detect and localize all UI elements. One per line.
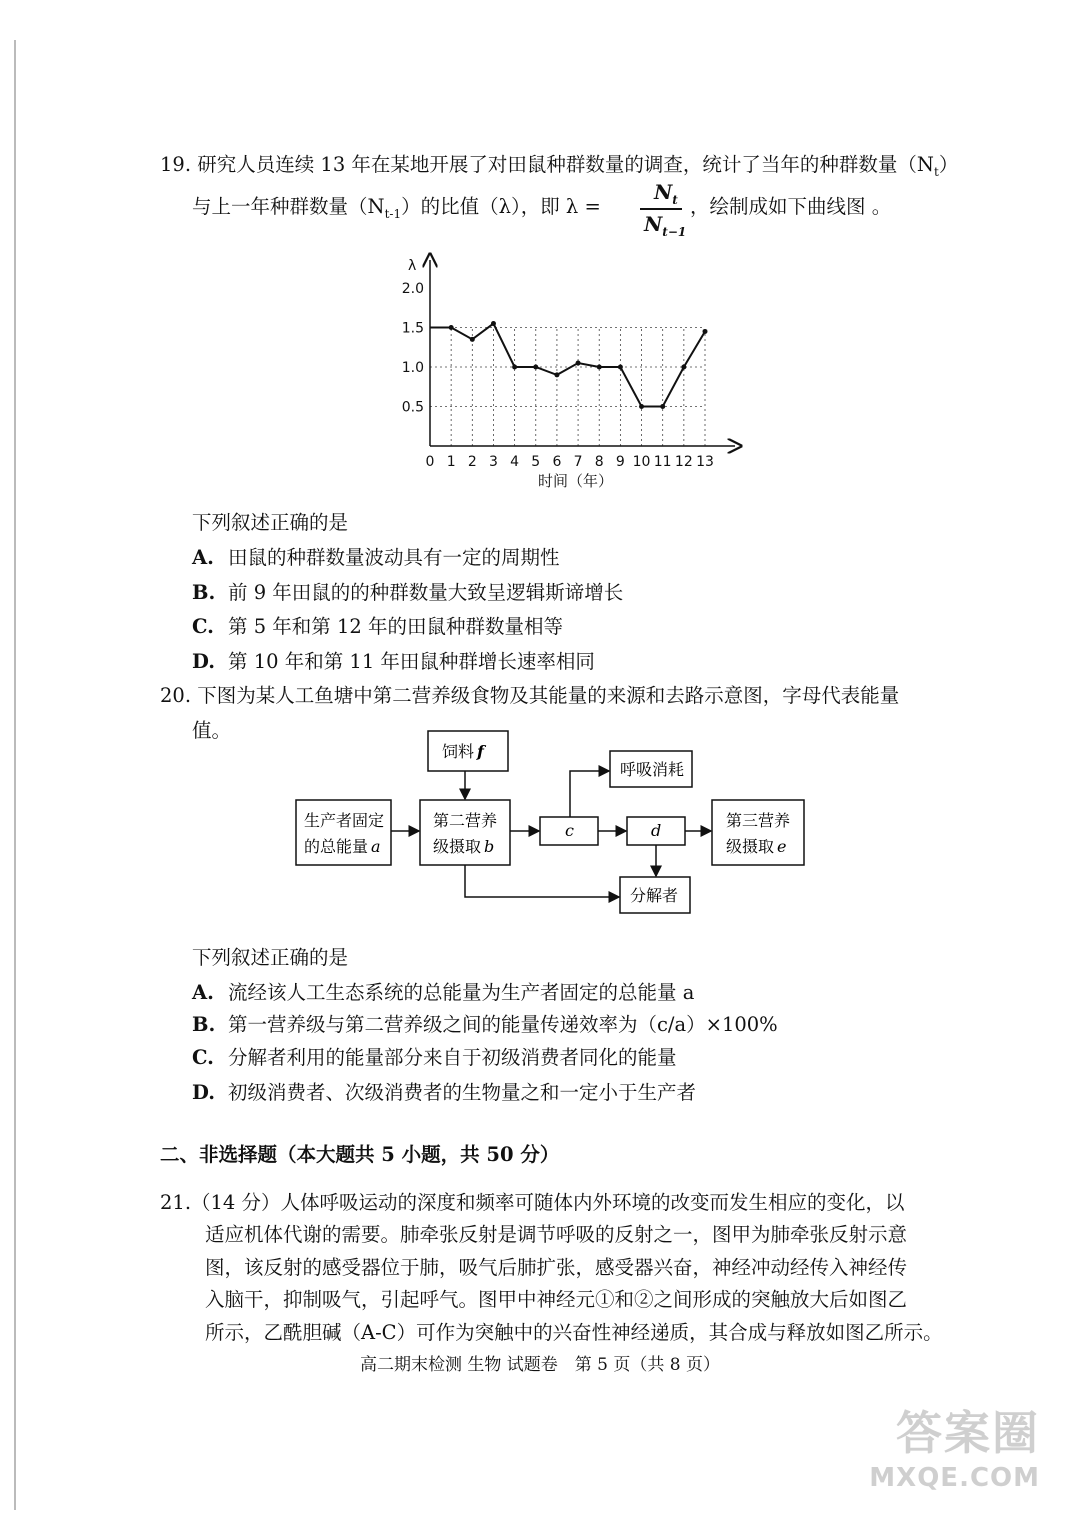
feed-label: 饲料 f — [442, 742, 484, 761]
page-footer: 高二期末检测 生物 试题卷 第 5 页（共 8 页） — [359, 1355, 721, 1375]
third-level-line2: 级摄取 e — [726, 837, 787, 856]
lambda-line-chart — [390, 250, 750, 495]
data-point-1 — [449, 325, 454, 330]
y-axis-label: λ — [408, 258, 417, 274]
data-point-10 — [639, 404, 644, 409]
q21-line2: 适应机体代谢的需要。肺牵张反射是调节呼吸的反射之一，图甲为肺牵张反射示意 — [205, 1223, 908, 1246]
q20-line1: 20. 下图为某人工鱼塘中第二营养级食物及其能量的来源和去路示意图，字母代表能量 — [160, 684, 900, 707]
q19-stem: 下列叙述正确的是 — [192, 511, 349, 534]
fraction-denominator: $N_{t-1}$ — [644, 212, 687, 239]
producer-label-line2: 的总能量 a — [304, 837, 381, 856]
y-tick-label-0: 0.5 — [401, 399, 424, 416]
data-point-8 — [597, 365, 602, 370]
respiration-label: 呼吸消耗 — [620, 760, 685, 779]
q20-line2: 值。 — [192, 719, 232, 742]
watermark-logo — [869, 1397, 1040, 1493]
q20-stem: 下列叙述正确的是 — [192, 946, 349, 969]
watermark-line2: MXQE.COM — [869, 1463, 1040, 1493]
q21-line5: 所示，乙酰胆碱（A-C）可作为突触中的兴奋性神经递质，其合成与释放如图乙所示。 — [205, 1321, 943, 1344]
q19-line2-end: ，绘制成如下曲线图 。 — [690, 195, 892, 218]
data-point-2 — [470, 337, 475, 342]
y-tick-label-1: 1.0 — [401, 360, 424, 376]
q20-option-b: B. 第一营养级与第二营养级之间的能量传递效率为（c/a）×100% — [192, 1013, 778, 1036]
arrow-c-to-respiration — [570, 771, 609, 817]
data-point-3 — [491, 321, 496, 326]
x-tick-label-5: 5 — [531, 454, 541, 470]
data-point-7 — [576, 361, 581, 366]
x-tick-label-2: 2 — [467, 454, 477, 470]
x-tick-label-11: 11 — [653, 454, 672, 470]
x-tick-label-7: 7 — [573, 454, 583, 470]
fraction-bar — [640, 208, 682, 210]
x-tick-label-10: 10 — [632, 454, 651, 470]
data-point-11 — [660, 404, 665, 409]
data-point-6 — [554, 372, 559, 377]
series-line — [430, 324, 705, 407]
q21-line1: 21.（14 分）人体呼吸运动的深度和频率可随体内外环境的改变而发生相应的变化，以 — [160, 1191, 905, 1214]
d-label: d — [651, 821, 662, 840]
second-level-line2: 级摄取 b — [433, 837, 495, 856]
q19-option-d: D. 第 10 年和第 11 年田鼠种群增长速率相同 — [192, 650, 595, 673]
data-point-5 — [533, 365, 538, 370]
x-tick-label-1: 1 — [446, 454, 456, 470]
arrow-second-to-decomposer — [465, 865, 619, 897]
q20-option-a: A. 流经该人工生态系统的总能量为生产者固定的总能量 a — [192, 981, 695, 1004]
q21-line3: 图，该反射的感受器位于肺，吸气后肺扩张，感受器兴奋，神经冲动经传入神经传 — [205, 1256, 908, 1279]
x-tick-label-12: 12 — [674, 454, 693, 470]
section-heading: 二、非选择题（本大题共 5 小题，共 50 分） — [160, 1143, 560, 1166]
q21-line4: 入脑干，抑制吸气，引起呼气。图甲中神经元①和②之间形成的突触放大后如图乙 — [205, 1288, 908, 1311]
decomposer-label: 分解者 — [630, 886, 679, 905]
data-point-9 — [618, 365, 623, 370]
energy-flow-diagram — [280, 725, 820, 925]
c-label: c — [565, 821, 574, 840]
x-tick-label-9: 9 — [615, 454, 625, 470]
lambda-fraction — [640, 180, 690, 242]
y-tick-label-2: 1.5 — [401, 320, 424, 337]
q19-option-c: C. 第 5 年和第 12 年的田鼠种群数量相等 — [192, 615, 564, 638]
x-tick-label-6: 6 — [552, 454, 562, 470]
q20-option-d: D. 初级消费者、次级消费者的生物量之和一定小于生产者 — [192, 1081, 697, 1104]
second-level-line1: 第二营养 — [433, 811, 498, 830]
x-tick-label-13: 13 — [696, 454, 714, 470]
q19-line2: 与上一年种群数量$(N_{t-1})$的比值（λ），即 λ = — [192, 195, 601, 221]
producer-label-line1: 生产者固定 — [304, 811, 385, 830]
q19-line1: 19. 研究人员连续 13 年在某地开展了对田鼠种群数量的调查，统计了当年的种群数量$(N_t)$ — [160, 153, 959, 179]
q20-option-c: C. 分解者利用的能量部分来自于初级消费者同化的能量 — [192, 1046, 677, 1069]
x-axis-label: 时间（年） — [537, 472, 614, 490]
page-edge — [14, 40, 16, 1510]
x-tick-label-4: 4 — [510, 454, 520, 470]
third-level-line1: 第三营养 — [726, 811, 791, 830]
x-tick-label-8: 8 — [594, 454, 604, 470]
x-tick-label-0: 0 — [425, 454, 435, 470]
data-point-13 — [703, 329, 708, 334]
x-tick-label-3: 3 — [489, 454, 498, 470]
data-point-12 — [681, 365, 686, 370]
q19-option-a: A. 田鼠的种群数量波动具有一定的周期性 — [192, 546, 560, 569]
y-tick-label-3: 2.0 — [401, 281, 424, 297]
q19-option-b: B. 前 9 年田鼠的的种群数量大致呈逻辑斯谛增长 — [192, 581, 624, 604]
data-point-4 — [512, 365, 517, 370]
fraction-numerator: $N_t$ — [654, 180, 678, 207]
watermark-line1: 答案圈 — [896, 1406, 1040, 1460]
